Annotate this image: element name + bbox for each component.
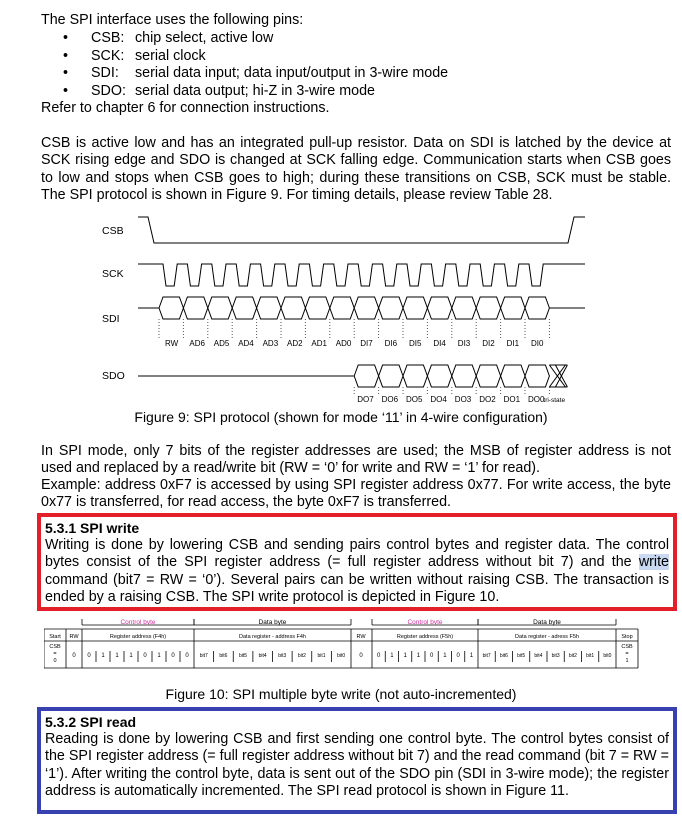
pin-desc: serial data output; hi-Z in 3-wire mode — [135, 82, 375, 99]
sdo-bit-label: tri-state — [543, 397, 566, 404]
bullet-icon: • — [63, 82, 69, 99]
top-header-label: Control byte — [120, 619, 156, 626]
data-bit-label: bit5 — [239, 653, 248, 659]
pin-item-csb — [41, 30, 448, 48]
stop-label: Stop — [621, 634, 633, 640]
bullet-icon: • — [63, 65, 69, 82]
sdi-bit-label: DI5 — [409, 339, 422, 348]
address-bit-value: 1 — [469, 653, 474, 659]
csb-start-value: CSB — [49, 644, 61, 650]
sdi-waveform — [138, 297, 585, 319]
signal-label-csb: CSB — [102, 225, 124, 237]
sdi-bit-label: AD4 — [238, 339, 254, 348]
top-header-label: Data byte — [533, 619, 561, 626]
sdi-bit-label: AD3 — [262, 339, 279, 348]
pin-name: SCK: — [91, 47, 125, 64]
sdo-bit-cell — [379, 365, 403, 387]
sdo-bit-cell — [501, 365, 525, 387]
sdo-bit-cell — [476, 365, 500, 387]
sdi-bit-cell — [330, 297, 354, 319]
pin-item-sck — [41, 48, 448, 66]
address-bit-value: 0 — [185, 653, 189, 659]
spi-write-text: Writing is done by lowering CSB and sending pairs control bytes and register data. The control bytes consist of the SPI register address (= full register address without bit 7) and the write command (bit7 = RW = ‘0’). Several pairs can be written without raising CSB. The transaction is ended by a raising CSB. The SPI write protocol is depicted in Figure 10. — [45, 537, 669, 605]
pin-desc: chip select, active low — [135, 30, 274, 46]
data-bit-label: bit2 — [297, 653, 306, 659]
signal-label-sck: SCK — [102, 268, 124, 280]
address-bit-value: 1 — [443, 653, 447, 659]
refer-text: Refer to chapter 6 for connection instructions. — [41, 100, 330, 116]
csb-waveform — [138, 217, 585, 243]
section-title-write: 5.3.1 SPI write — [45, 520, 140, 536]
sdi-bit-cell — [501, 297, 525, 319]
pin-item-sdi — [41, 65, 448, 83]
highlighted-word: write — [638, 554, 669, 571]
sdo-bit-label: DO0 — [528, 395, 545, 404]
sdo-bit-cell — [427, 365, 451, 387]
data-bit-label: bit1 — [317, 653, 326, 659]
spi-mode-paragraph: In SPI mode, only 7 bits of the register addresses are used; the MSB of register address is not used and replaced by a read/write bit (RW = ‘0’ for write and RW = ‘1’ for read). — [41, 443, 671, 477]
address-bit-value: 0 — [143, 653, 147, 659]
data-bit-label: bit3 — [278, 653, 287, 659]
sdo-bit-label: DO2 — [479, 395, 496, 404]
rw-label: RW — [356, 634, 366, 640]
sdi-bit-cell — [403, 297, 427, 319]
sdo-bit-label: DO1 — [503, 395, 521, 404]
sdo-bit-label: DO3 — [454, 395, 472, 404]
sdi-bit-cell — [354, 297, 378, 319]
sub-header-label: Data register - address F4h — [239, 634, 306, 640]
sdo-bit-cell — [452, 365, 476, 387]
csb-start-value: 0 — [53, 658, 57, 664]
sdi-bit-cell — [281, 297, 305, 319]
pin-name: CSB: — [91, 30, 125, 46]
sdi-bit-cell — [427, 297, 451, 319]
sdi-bit-label: DI0 — [531, 339, 544, 348]
address-bit-value: 0 — [429, 653, 434, 659]
data-bit-label: bit3 — [551, 653, 560, 659]
sdi-bit-label: DI4 — [433, 339, 446, 348]
csb-stop-value: = — [625, 651, 629, 657]
sdo-bit-cell — [525, 365, 549, 387]
address-bit-value: 1 — [115, 653, 119, 659]
sub-header-label: Register address (F5h) — [396, 634, 454, 640]
data-bit-label: bit4 — [258, 653, 267, 659]
sdo-bit-label: DO7 — [357, 395, 374, 404]
sdi-bit-cell — [257, 297, 281, 319]
data-bit-label: bit6 — [499, 653, 508, 659]
signal-label-sdi: SDI — [102, 313, 120, 325]
protocol-paragraph: CSB is active low and has an integrated pull-up resistor. Data on SDI is latched by the device at SCK rising edge and SDO is changed at SCK falling edge. Communication starts when CSB goes to low and stops when CSB goes to high; during these transitions on CSB, SCK must be stable. The SPI protocol is shown in Figure 9. For timing details, please review Table 28. — [41, 135, 671, 203]
rw-value: 0 — [359, 653, 363, 659]
sdi-bit-cell — [305, 297, 329, 319]
top-header-label: Data byte — [258, 619, 287, 626]
address-bit-value: 1 — [129, 653, 133, 659]
data-bit-label: bit4 — [534, 653, 543, 659]
address-bit-value: 0 — [87, 653, 91, 659]
address-bit-value: 1 — [390, 653, 394, 659]
address-bit-value: 0 — [171, 653, 175, 659]
sdi-bit-cell — [452, 297, 476, 319]
sdi-bit-label: DI1 — [506, 339, 520, 348]
pin-desc: serial data input; data input/output in 3-wire mode — [135, 65, 449, 82]
sdi-bit-label: RW — [165, 339, 179, 348]
sdo-bit-label: DO5 — [406, 395, 423, 404]
pin-name: SDI: — [91, 65, 119, 82]
sdi-bit-label: DI6 — [384, 339, 398, 348]
rw-label: RW — [69, 634, 79, 640]
sdi-bit-label: DI7 — [360, 339, 373, 348]
address-bit-value: 0 — [376, 653, 381, 659]
sdi-bit-label: AD1 — [311, 339, 327, 348]
sdo-bit-label: DO4 — [430, 395, 447, 404]
data-bit-label: bit7 — [199, 653, 208, 659]
address-bit-value: 1 — [101, 653, 105, 659]
address-bit-value: 1 — [416, 653, 421, 659]
sdi-bit-label: AD0 — [335, 339, 352, 348]
bullet-icon: • — [63, 30, 69, 46]
sdo-tristate-mark — [549, 365, 567, 387]
sdo-bit-label: DO6 — [381, 395, 399, 404]
data-bit-label: bit6 — [219, 653, 228, 659]
sub-header-label: Register address (F4h) — [109, 634, 167, 640]
bullet-icon: • — [63, 47, 69, 64]
spi-timing-diagram — [90, 212, 610, 406]
sdi-bit-cell — [232, 297, 256, 319]
sck-clock-path — [138, 264, 585, 286]
sdi-bit-cell — [159, 297, 183, 319]
address-bit-value: 1 — [403, 653, 407, 659]
data-bit-label: bit1 — [586, 653, 595, 659]
pin-name: SDO: — [91, 82, 126, 99]
spi-write-protocol-table — [44, 618, 664, 674]
sdi-bit-label: AD2 — [287, 339, 303, 348]
spi-write-section — [37, 513, 677, 611]
sdi-bit-label: AD6 — [189, 339, 205, 348]
figure10-caption: Figure 10: SPI multiple byte write (not auto-incremented) — [165, 686, 517, 702]
sdi-bit-cell — [525, 297, 549, 319]
sdi-bit-label: AD5 — [213, 339, 230, 348]
spi-read-section — [37, 707, 677, 814]
sdo-waveform — [138, 365, 567, 387]
pin-list — [41, 30, 448, 100]
top-header-label: Control byte — [407, 619, 443, 626]
pin-desc: serial clock — [135, 47, 206, 64]
data-bit-label: bit0 — [337, 653, 346, 659]
csb-stop-value: CSB — [621, 644, 633, 650]
sdi-bit-label: DI3 — [457, 339, 471, 348]
example-paragraph: Example: address 0xF7 is accessed by using SPI register address 0x77. For write access, the byte 0x77 is transferred, for read access, the byte 0xF7 is transferred. — [41, 477, 671, 511]
sdo-bit-cell — [403, 365, 427, 387]
data-bit-label: bit2 — [568, 653, 577, 659]
data-bit-label: bit0 — [603, 653, 612, 659]
sdo-bit-cell — [354, 365, 378, 387]
sub-header-label: Data register - adress F5h — [515, 634, 579, 640]
pin-item-sdo — [41, 83, 448, 101]
address-bit-value: 0 — [456, 653, 460, 659]
figure9-caption: Figure 9: SPI protocol (shown for mode ‘11’ in 4-wire configuration) — [134, 409, 548, 425]
csb-stop-value: 1 — [625, 658, 629, 664]
sdi-bit-cell — [208, 297, 232, 319]
signal-label-sdo: SDO — [102, 370, 125, 382]
sdi-bit-cell — [476, 297, 500, 319]
sdi-bit-cell — [183, 297, 207, 319]
section-title-read: 5.3.2 SPI read — [45, 714, 137, 730]
start-label: Start — [49, 634, 61, 640]
spi-read-text: Reading is done by lowering CSB and first sending one control byte. The control bytes consist of the SPI register address (= full register address without bit 7) and the read command (bit 7 = RW = ‘1’). After writing the control byte, data is sent out of the SDO pin (SDI in 3-wire mode); the register address is automatically incremented. The SPI read protocol is shown in Figure 11. — [45, 731, 669, 799]
address-bit-value: 1 — [157, 653, 161, 659]
data-bit-label: bit5 — [517, 653, 526, 659]
sck-waveform — [138, 264, 585, 286]
sdi-bit-cell — [379, 297, 403, 319]
data-bit-label: bit7 — [482, 653, 491, 659]
rw-value: 0 — [72, 653, 76, 659]
sdi-bit-label: DI2 — [482, 339, 495, 348]
intro-text: The SPI interface uses the following pins: — [41, 12, 304, 28]
csb-start-value: = — [53, 651, 57, 657]
